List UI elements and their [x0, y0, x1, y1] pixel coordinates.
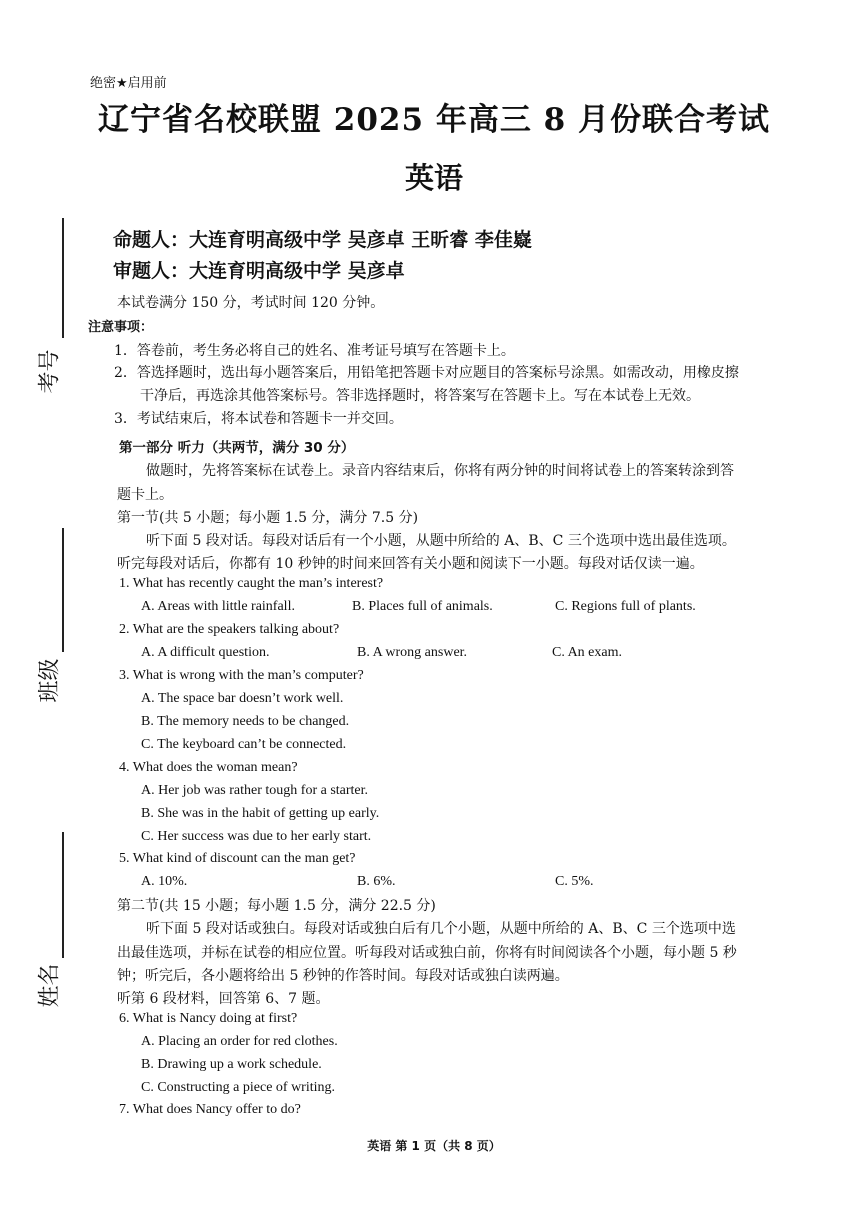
- question-3: 3. What is wrong with the man’s computer?: [119, 668, 364, 683]
- section1-heading: 第一节(共 5 小题；每小题 1.5 分，满分 7.5 分): [117, 510, 419, 526]
- note-item: 1．答卷前，考生务必将自己的姓名、准考证号填写在答题卡上。: [114, 343, 515, 359]
- name-line: [62, 832, 64, 958]
- option-b: B. 6%.: [357, 874, 396, 889]
- note-item: 2．答选择题时，选出每小题答案后，用铅笔把答题卡对应题目的答案标号涂黑。如需改动，用橡皮擦: [114, 365, 739, 381]
- option-a: A. Her job was rather tough for a starter.: [141, 783, 369, 798]
- section1-instruction-cont: 听完每段对话后，你都有 10 秒钟的时间来回答有关小题和阅读下一小题。每段对话仅读一遍。: [117, 556, 704, 572]
- option-c: C. An exam.: [552, 645, 622, 660]
- section1-instruction: 听下面 5 段对话。每段对话后有一个小题，从题中所给的 A、B、C 三个选项中选出最佳选项。: [146, 533, 736, 549]
- section2-instruction-cont: 钟；听完后，各小题将给出 5 秒钟的作答时间。每段对话或独白读两遍。: [117, 968, 569, 984]
- option-c: C. Constructing a piece of writing.: [141, 1080, 336, 1095]
- option-a: A. Placing an order for red clothes.: [141, 1034, 338, 1049]
- option-c: C. The keyboard can’t be connected.: [141, 737, 347, 752]
- secret-mark: 绝密★启用前: [90, 76, 167, 91]
- question-6: 6. What is Nancy doing at first?: [119, 1011, 298, 1026]
- part1-heading: 第一部分 听力（共两节，满分 30 分）: [119, 440, 355, 456]
- note-item: 3．考试结束后，将本试卷和答题卡一并交回。: [114, 411, 403, 427]
- option-a: A. 10%.: [141, 874, 188, 889]
- question-5: 5. What kind of discount can the man get?: [119, 851, 356, 866]
- option-c: C. Regions full of plants.: [555, 599, 696, 614]
- option-b: B. Drawing up a work schedule.: [141, 1057, 322, 1072]
- notes-heading: 注意事项：: [88, 320, 154, 335]
- subject-title: 英语: [404, 161, 463, 195]
- question-2: 2. What are the speakers talking about?: [119, 622, 340, 637]
- option-c: C. Her success was due to her early start.: [141, 829, 372, 844]
- author-line: 命题人：大连育明高级中学 吴彦卓 王昕睿 李佳嶷: [113, 229, 532, 251]
- option-b: B. Places full of animals.: [352, 599, 493, 614]
- part1-instruction-cont: 题卡上。: [117, 487, 173, 503]
- reviewer-line: 审题人：大连育明高级中学 吴彦卓: [113, 260, 405, 282]
- segment-6-heading: 听第 6 段材料，回答第 6、7 题。: [117, 991, 330, 1007]
- name-label: 姓名: [37, 963, 63, 1008]
- option-b: B. A wrong answer.: [357, 645, 468, 660]
- question-1: 1. What has recently caught the man’s interest?: [119, 576, 384, 591]
- score-line: 本试卷满分 150 分，考试时间 120 分钟。: [117, 295, 385, 311]
- option-c: C. 5%.: [555, 874, 594, 889]
- question-4: 4. What does the woman mean?: [119, 760, 298, 775]
- exam-title: 辽宁省名校联盟 2025 年高三 8 月份联合考试: [97, 102, 771, 138]
- section2-instruction-cont: 出最佳选项，并标在试卷的相应位置。听每段对话或独白前，你将有时间阅读各个小题，每小题 5 秒: [117, 945, 737, 961]
- note-item-cont: 干净后，再选涂其他答案标号。答非选择题时，将答案写在答题卡上。写在本试卷上无效。: [140, 388, 700, 404]
- option-b: B. The memory needs to be changed.: [141, 714, 350, 729]
- section2-instruction: 听下面 5 段对话或独白。每段对话或独白后有几个小题，从题中所给的 A、B、C 三个选项中选: [146, 921, 736, 937]
- page-footer: 英语 第 1 页（共 8 页）: [367, 1139, 501, 1153]
- question-7: 7. What does Nancy offer to do?: [119, 1102, 301, 1117]
- class-line: [62, 528, 64, 652]
- exam-no-label: 考号: [37, 349, 63, 394]
- class-label: 班级: [37, 658, 63, 703]
- section2-heading: 第二节(共 15 小题；每小题 1.5 分，满分 22.5 分): [117, 898, 436, 914]
- option-a: A. A difficult question.: [141, 645, 270, 660]
- option-a: A. Areas with little rainfall.: [141, 599, 295, 614]
- exam-no-line: [62, 218, 64, 338]
- option-a: A. The space bar doesn’t work well.: [141, 691, 344, 706]
- part1-instruction: 做题时，先将答案标在试卷上。录音内容结束后，你将有两分钟的时间将试卷上的答案转涂到答: [146, 463, 734, 479]
- option-b: B. She was in the habit of getting up early.: [141, 806, 380, 821]
